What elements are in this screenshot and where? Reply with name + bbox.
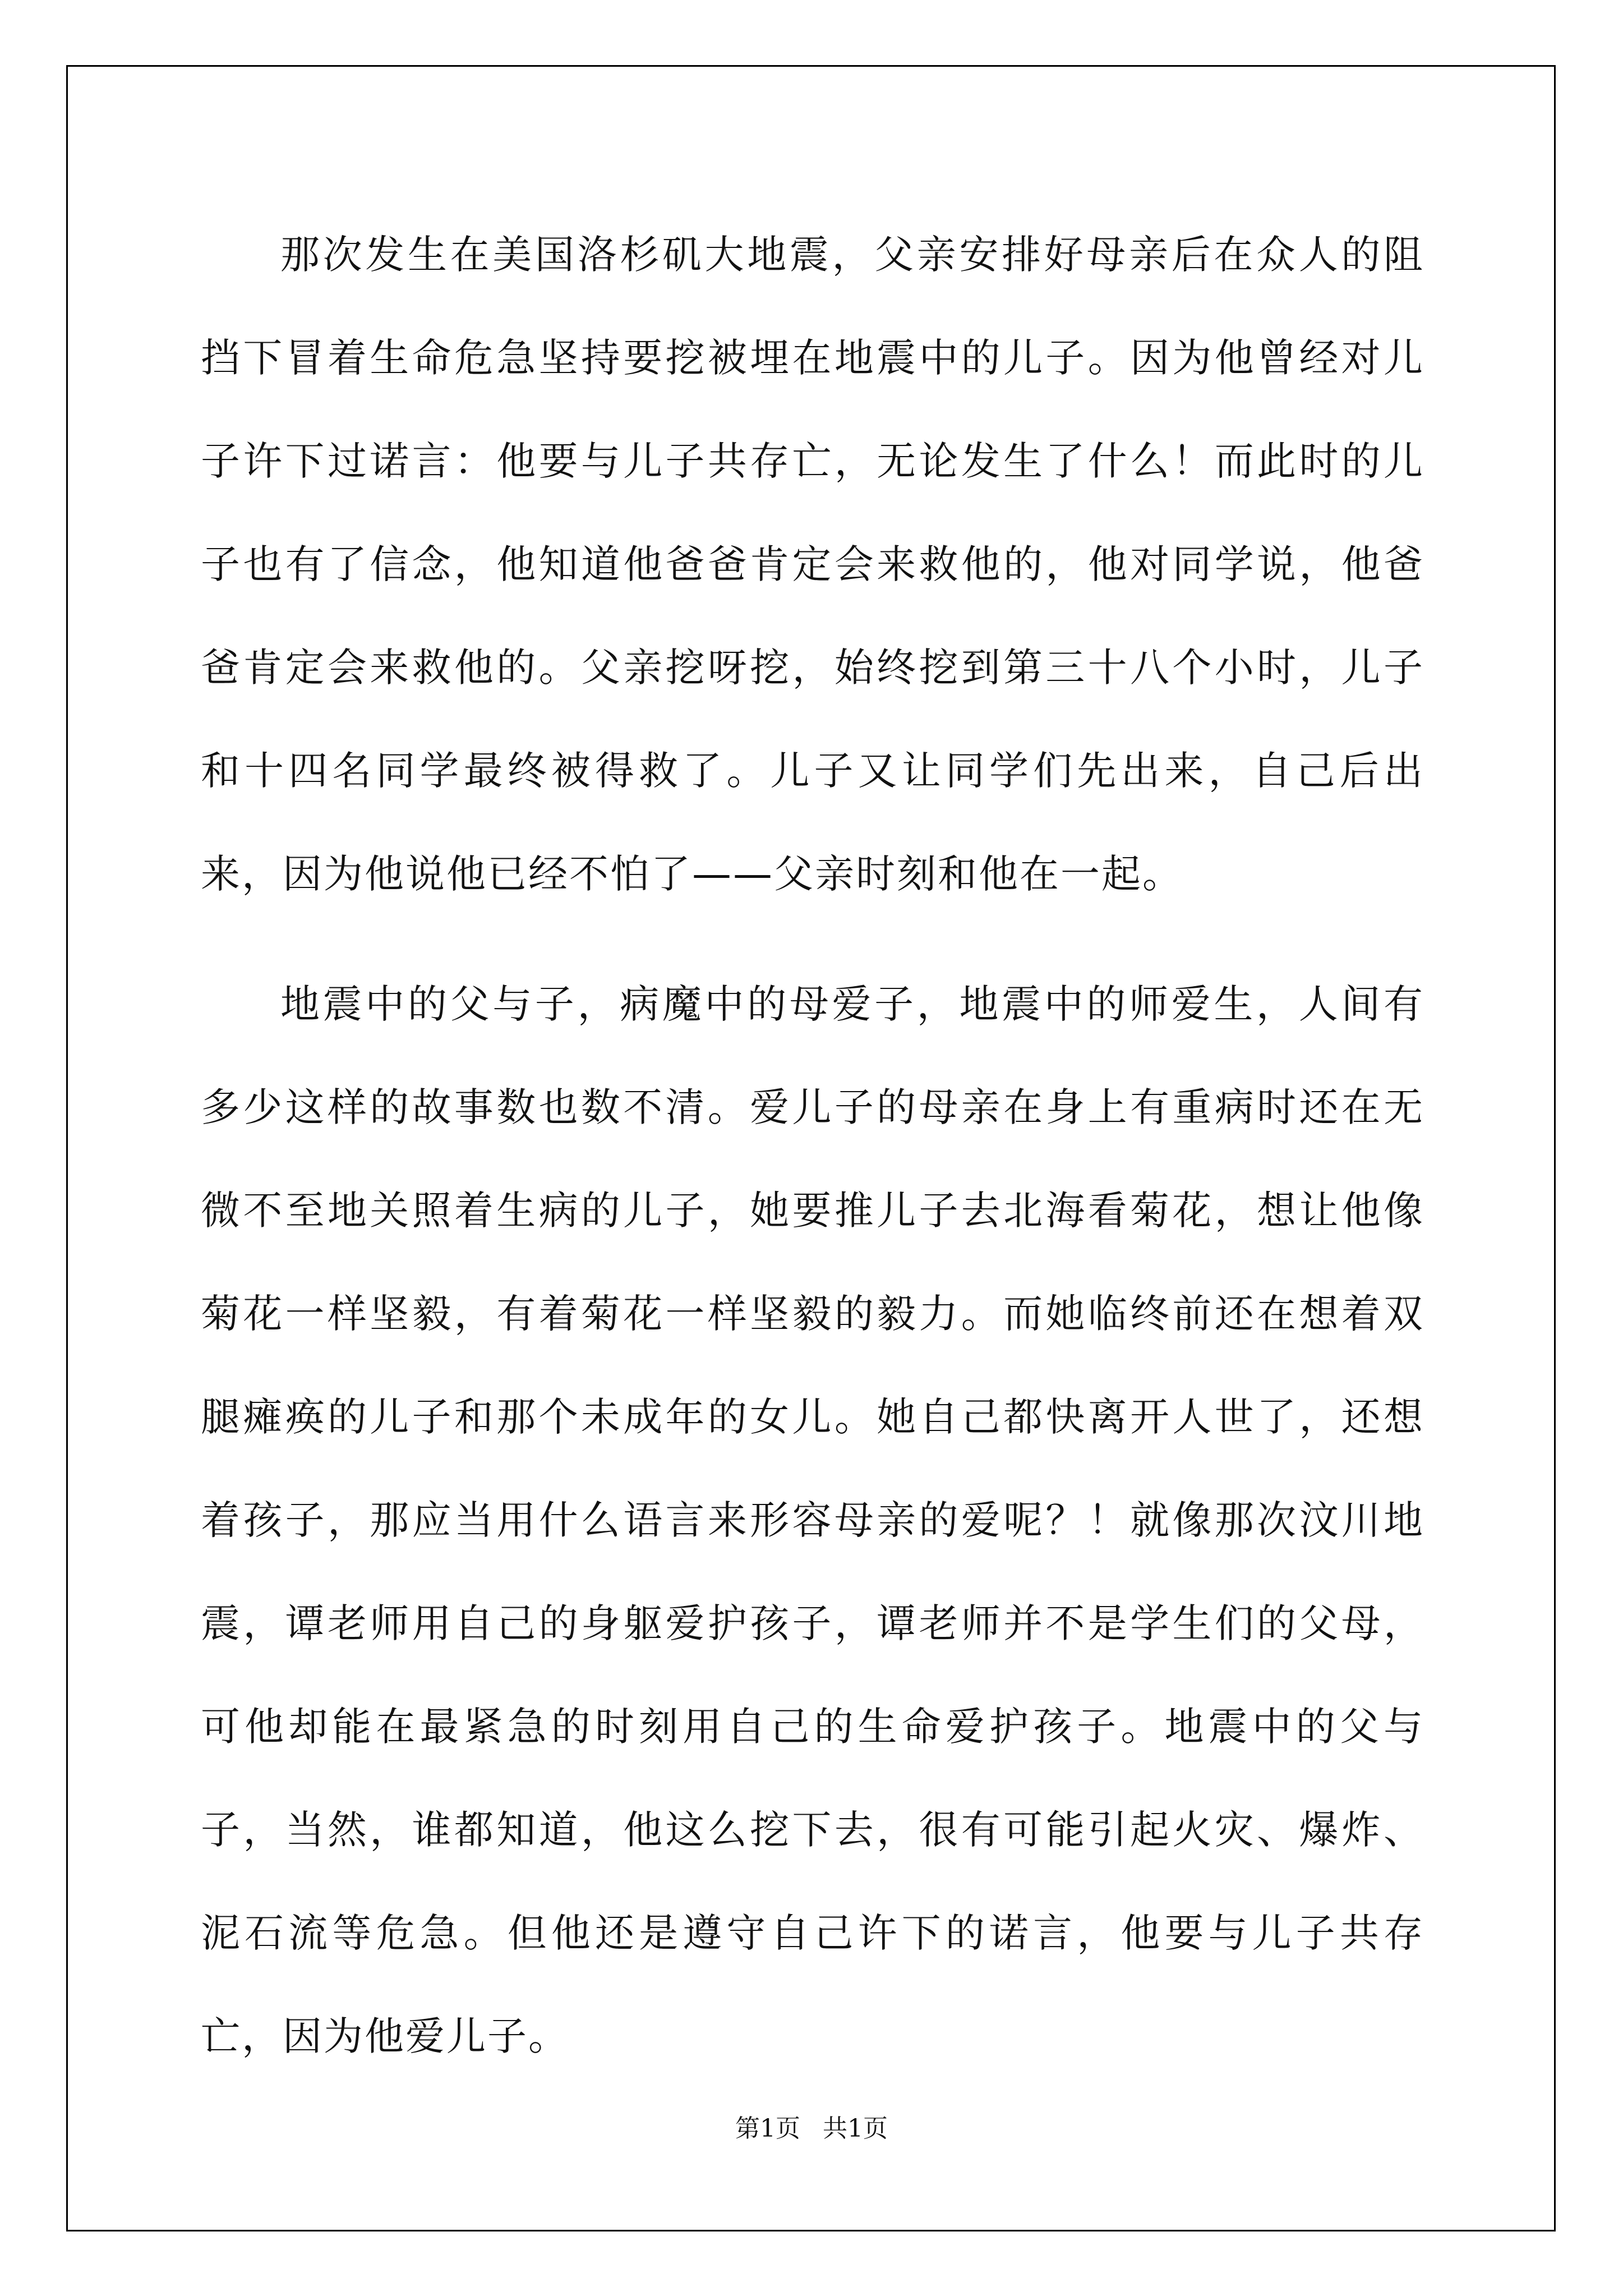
body-paragraph-1: 那次发生在美国洛杉矶大地震，父亲安排好母亲后在众人的阻挡下冒着生命危急坚持要挖被埋在地震中的儿子。因为他曾经对儿子许下过诺言：他要与儿子共存亡，无论发生了什么！而此时的儿子也有了信念，他知道他爸爸肯定会来救他的，他对同学说，他爸爸肯定会来救他的。父亲挖呀挖，始终挖到第三十八个小时，儿子和十四名同学最终被得救了。儿子又让同学们先出来，自己后出来，因为他说他已经不怕了——父亲时刻和他在一起。 (201, 232, 1424, 897)
page-number: 第1页 (735, 2114, 800, 2143)
body-paragraph-2: 地震中的父与子，病魔中的母爱子，地震中的师爱生，人间有多少这样的故事数也数不清。爱儿子的母亲在身上有重病时还在无微不至地关照着生病的儿子，她要推儿子去北海看菊花，想让他像菊花一样坚毅，有着菊花一样坚毅的毅力。而她临终前还在想着双腿瘫痪的儿子和那个未成年的女儿。她自己都快离开人世了，还想着孩子，那应当用什么语言来形容母亲的爱呢？！就像那次汶川地震，谭老师用自己的身躯爱护孩子，谭老师并不是学生们的父母，可他却能在最紧急的时刻用自己的生命爱护孩子。地震中的父与子，当然，谁都知道，他这么挖下去，很有可能引起火灾、爆炸、泥石流等危急。但他还是遵守自己许下的诺言，他要与儿子共存亡，因为他爱儿子。 (201, 981, 1424, 2059)
page-footer (0, 2108, 1623, 2144)
page-total: 共1页 (823, 2114, 888, 2143)
